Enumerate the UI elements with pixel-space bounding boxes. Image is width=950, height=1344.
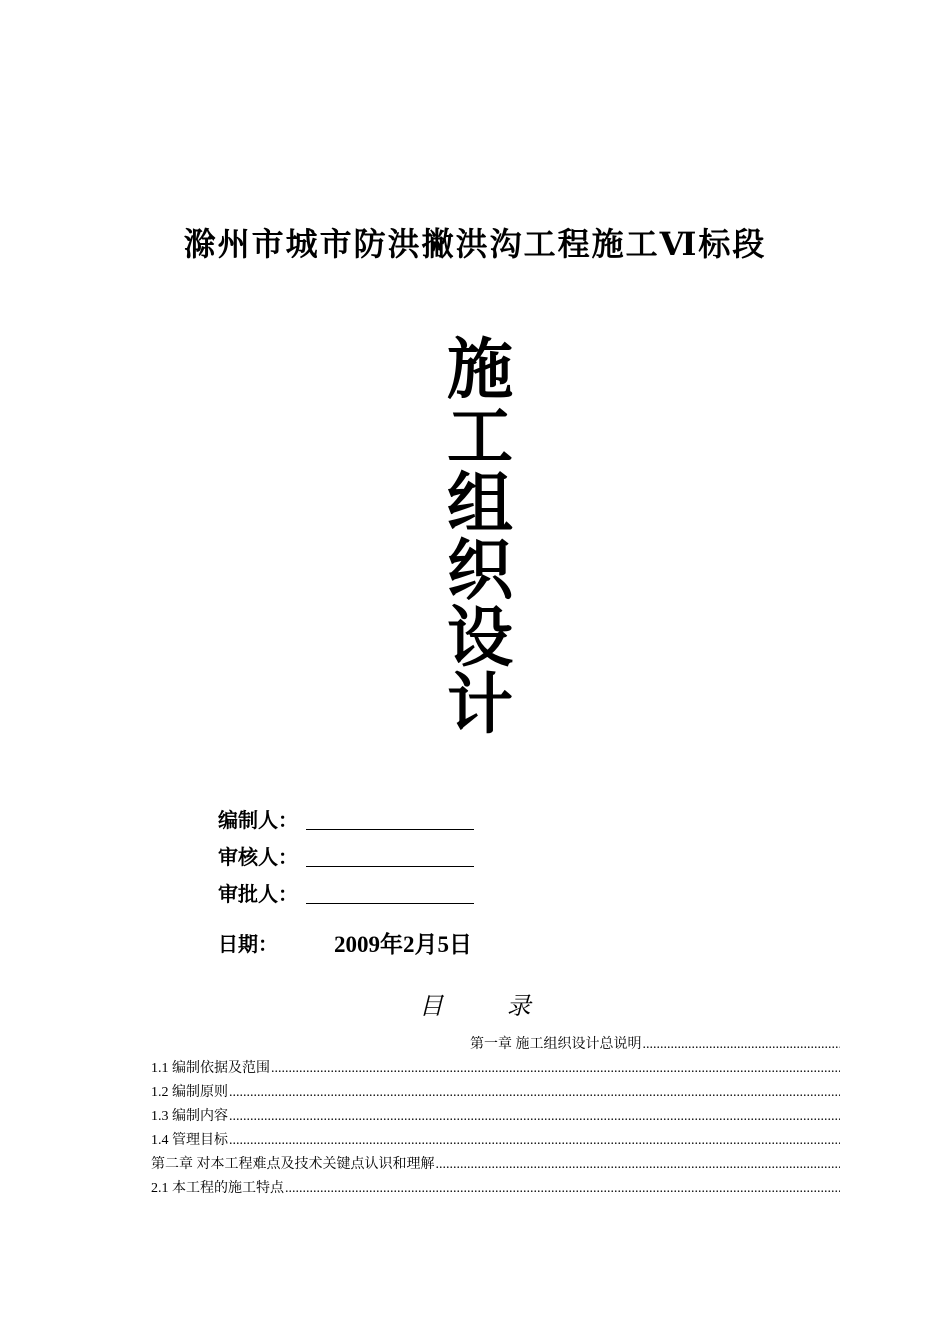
toc-leader-dots (229, 1132, 840, 1150)
toc-leader-dots (643, 1036, 841, 1054)
toc-entry[interactable] (151, 1150, 840, 1174)
date-row (218, 924, 472, 960)
toc-leader-dots (285, 1180, 840, 1198)
table-of-contents (151, 1030, 840, 1198)
main-title-char: 组 (447, 464, 513, 542)
main-title (438, 330, 522, 743)
signature-row-compiler (218, 800, 474, 837)
toc-leader-dots (271, 1060, 840, 1078)
project-title: 滁州市城市防洪撇洪沟工程施工Ⅵ标段 (183, 225, 767, 263)
toc-leader-dots (229, 1084, 840, 1102)
signature-row-approver (218, 874, 474, 911)
date-label: 日期： (218, 931, 278, 956)
signature-line (306, 807, 474, 830)
toc-entry-text: 1.1 编制依据及范围 (151, 1061, 270, 1076)
main-title-char: 施 (447, 330, 513, 408)
toc-entry-text: 1.2 编制原则 (151, 1085, 228, 1100)
main-title-char: 计 (447, 665, 513, 743)
toc-entry[interactable] (151, 1102, 840, 1126)
signature-line (306, 881, 474, 904)
toc-leader-dots (229, 1108, 840, 1126)
toc-entry[interactable] (151, 1030, 840, 1054)
signature-line (306, 844, 474, 867)
signature-label: 编制人： (218, 808, 298, 832)
signature-row-reviewer (218, 837, 474, 874)
toc-entry[interactable] (151, 1078, 840, 1102)
main-title-char: 工 (447, 397, 513, 475)
toc-heading: 目 录 (419, 992, 559, 1020)
main-title-char: 织 (447, 531, 513, 609)
main-title-char: 设 (447, 598, 513, 676)
toc-entry-text: 第一章 施工组织设计总说明 (470, 1037, 642, 1052)
toc-entry-text: 2.1 本工程的施工特点 (151, 1181, 284, 1196)
signature-block (218, 800, 474, 911)
signature-label: 审批人： (218, 882, 298, 906)
toc-entry-text: 第二章 对本工程难点及技术关键点认识和理解 (151, 1157, 435, 1172)
signature-label: 审核人： (218, 845, 298, 869)
toc-entry-text: 1.3 编制内容 (151, 1109, 228, 1124)
toc-entry[interactable] (151, 1126, 840, 1150)
date-value: 2009年2月5日 (334, 931, 472, 957)
toc-leader-dots (436, 1156, 841, 1174)
toc-entry-text: 1.4 管理目标 (151, 1133, 228, 1148)
toc-entry[interactable] (151, 1054, 840, 1078)
toc-entry[interactable] (151, 1174, 840, 1198)
